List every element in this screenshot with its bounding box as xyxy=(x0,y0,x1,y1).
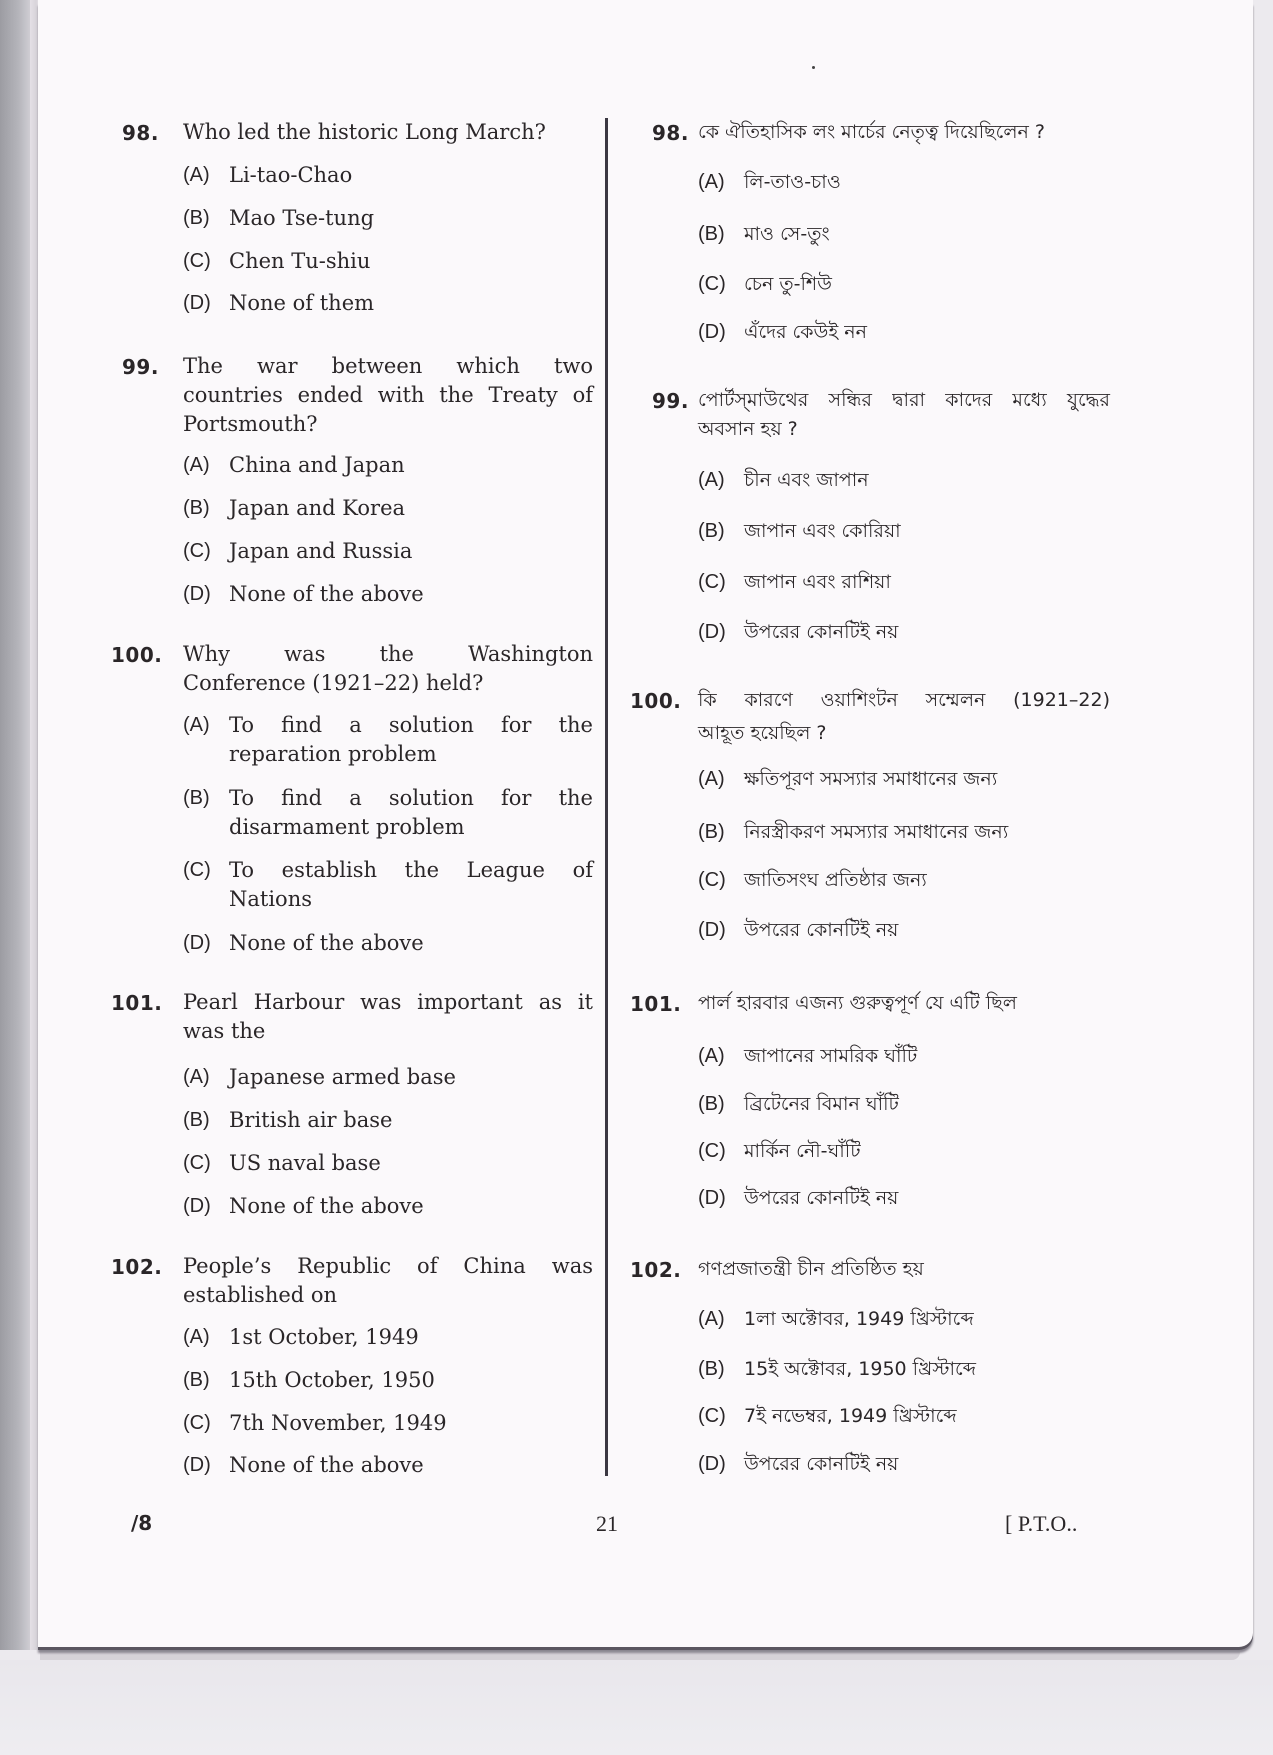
question-number: 99. xyxy=(652,389,689,413)
question-number: 102. xyxy=(111,1255,163,1279)
option-label: (A) xyxy=(183,454,210,476)
question-number: 98. xyxy=(652,121,689,145)
option-label: (C) xyxy=(698,1405,726,1427)
option-label: (D) xyxy=(698,1187,726,1209)
option-label: (B) xyxy=(698,821,725,843)
option-label: (D) xyxy=(183,1195,211,1217)
option-text: None of the above xyxy=(229,1194,424,1218)
question-line-1: পোর্টস্‌মাউথের সন্ধির দ্বারা কাদের মধ্যে যুদ্ধের xyxy=(698,389,1110,411)
question-line-2: was the xyxy=(183,1019,266,1043)
question-number: 101. xyxy=(630,992,682,1016)
question-text xyxy=(183,640,593,698)
question-text xyxy=(183,988,593,1046)
option-label: (C) xyxy=(698,571,726,593)
option-text: Chen Tu-shiu xyxy=(229,249,371,273)
option-label: (D) xyxy=(698,621,726,643)
option-label: (C) xyxy=(183,540,211,562)
option-line: To find a solution for the xyxy=(229,786,593,810)
option-text xyxy=(229,711,593,769)
option-label: (A) xyxy=(183,1066,210,1088)
question-line-2 xyxy=(183,381,593,410)
question-line-1: Pearl Harbour was important as it xyxy=(183,990,593,1014)
option-label: (B) xyxy=(698,520,725,542)
option-line: disarmament problem xyxy=(229,815,465,839)
option-label: (D) xyxy=(698,919,726,941)
option-label: (A) xyxy=(698,1308,725,1330)
option-line: reparation problem xyxy=(229,742,437,766)
option-text: Japanese armed base xyxy=(229,1065,456,1089)
question-line-2: অবসান হয় ? xyxy=(698,418,798,440)
option-label: (B) xyxy=(183,1369,210,1391)
option-label: (B) xyxy=(698,223,725,245)
option-label: (B) xyxy=(183,1109,210,1131)
option-label: (C) xyxy=(698,1140,726,1162)
option-text: 15ই অক্টোবর, 1950 খ্রিস্টাব্দে xyxy=(744,1358,976,1380)
line-text: The war between which two xyxy=(183,354,593,378)
question-text xyxy=(698,686,1110,748)
option-line: To find a solution for the xyxy=(229,713,593,737)
option-text: চীন এবং জাপান xyxy=(744,469,869,491)
option-line: To establish the League of xyxy=(229,858,593,882)
underlying-page xyxy=(40,1652,1240,1660)
column-divider xyxy=(605,118,608,1476)
option-label: (B) xyxy=(183,207,210,229)
question-line-1: People’s Republic of China was xyxy=(183,1254,593,1278)
option-text: উপরের কোনটিই নয় xyxy=(744,1453,899,1475)
option-text: China and Japan xyxy=(229,453,405,477)
question-number: 100. xyxy=(630,689,682,713)
question-text xyxy=(698,386,1110,444)
question-number: 99. xyxy=(122,355,159,379)
option-text: None of the above xyxy=(229,931,424,955)
option-label: (D) xyxy=(183,1454,211,1476)
option-text: Japan and Russia xyxy=(229,539,413,563)
option-text: উপরের কোনটিই নয় xyxy=(744,1187,899,1209)
scan-speck xyxy=(812,66,815,69)
option-label: (A) xyxy=(183,164,210,186)
option-text: ব্রিটেনের বিমান ঘাঁটি xyxy=(744,1093,899,1115)
option-text: None of them xyxy=(229,291,375,315)
option-text: জাতিসংঘ প্রতিষ্ঠার জন্য xyxy=(744,869,927,891)
option-text: লি-তাও-চাও xyxy=(744,171,841,193)
option-text: Li-tao-Chao xyxy=(229,163,353,187)
option-label: (A) xyxy=(698,171,725,193)
option-label: (D) xyxy=(183,583,211,605)
question-text: পার্ল হারবার এজন্য গুরুত্বপূর্ণ যে এটি ছিল xyxy=(698,992,1017,1014)
option-label: (D) xyxy=(698,1453,726,1475)
option-text xyxy=(229,856,593,914)
option-text: 7ই নভেম্বর, 1949 খ্রিস্টাব্দে xyxy=(744,1405,957,1427)
question-text: Who led the historic Long March? xyxy=(183,120,546,144)
question-number: 102. xyxy=(630,1258,682,1282)
option-label: (B) xyxy=(698,1093,725,1115)
please-turn-over: [ P.T.O.. xyxy=(1005,1511,1078,1536)
option-label: (D) xyxy=(183,292,211,314)
option-text: ক্ষতিপূরণ সমস্যার সমাধানের জন্য xyxy=(744,768,998,790)
option-text: 1st October, 1949 xyxy=(229,1325,419,1349)
option-label: (A) xyxy=(183,714,210,736)
question-text xyxy=(183,352,593,439)
option-text: জাপানের সামরিক ঘাঁটি xyxy=(744,1045,918,1067)
option-text: 7th November, 1949 xyxy=(229,1411,447,1435)
option-label: (B) xyxy=(183,787,210,809)
option-text: British air base xyxy=(229,1108,393,1132)
question-line-2: আহূত হয়েছিল ? xyxy=(698,722,827,744)
question-text: গণপ্রজাতন্ত্রী চীন প্রতিষ্ঠিত হয় xyxy=(698,1258,924,1280)
booklet-code: /8 xyxy=(131,1511,153,1535)
option-label: (C) xyxy=(183,250,211,272)
exam-page xyxy=(38,0,1253,1647)
option-text xyxy=(229,784,593,842)
question-line-1: Why was the Washington xyxy=(183,642,593,666)
question-text: কে ঐতিহাসিক লং মার্চের নেতৃত্ব দিয়েছিলেন ? xyxy=(698,121,1045,143)
option-label: (A) xyxy=(698,469,725,491)
line-text: countries ended with the Treaty of xyxy=(183,383,593,407)
option-text: মাও সে-তুং xyxy=(744,223,830,245)
option-label: (B) xyxy=(183,497,210,519)
option-text: উপরের কোনটিই নয় xyxy=(744,919,899,941)
option-line: Nations xyxy=(229,887,312,911)
option-text: Mao Tse-tung xyxy=(229,206,375,230)
option-text: চেন তু-শিউ xyxy=(744,273,832,295)
scan-background xyxy=(0,1660,1273,1755)
page-number: 21 xyxy=(596,1511,618,1536)
question-line-1: কি কারণে ওয়াশিংটন সম্মেলন (1921–22) xyxy=(698,689,1110,711)
option-label: (C) xyxy=(698,869,726,891)
question-line-2: Conference (1921–22) held? xyxy=(183,671,484,695)
option-text: জাপান এবং রাশিয়া xyxy=(744,571,891,593)
question-number: 100. xyxy=(111,643,163,667)
option-text: নিরস্ত্রীকরণ সমস্যার সমাধানের জন্য xyxy=(744,821,1009,843)
option-label: (B) xyxy=(698,1358,725,1380)
question-number: 98. xyxy=(122,121,159,145)
option-label: (C) xyxy=(183,1412,211,1434)
option-text: US naval base xyxy=(229,1151,381,1175)
option-text: None of the above xyxy=(229,1453,424,1477)
option-label: (C) xyxy=(698,273,726,295)
option-text: 1লা অক্টোবর, 1949 খ্রিস্টাব্দে xyxy=(744,1308,974,1330)
option-text: মার্কিন নৌ-ঘাঁটি xyxy=(744,1140,861,1162)
option-label: (D) xyxy=(183,932,211,954)
book-binding xyxy=(0,0,30,1650)
question-line-1 xyxy=(183,352,593,381)
option-label: (A) xyxy=(183,1326,210,1348)
option-text: 15th October, 1950 xyxy=(229,1368,435,1392)
option-text: উপরের কোনটিই নয় xyxy=(744,621,899,643)
question-number: 101. xyxy=(111,991,163,1015)
option-text: জাপান এবং কোরিয়া xyxy=(744,520,901,542)
option-text: None of the above xyxy=(229,582,424,606)
option-text: এঁদের কেউই নন xyxy=(744,321,867,343)
question-text xyxy=(183,1252,593,1310)
option-label: (C) xyxy=(183,859,211,881)
question-line-3: Portsmouth? xyxy=(183,412,318,436)
option-label: (A) xyxy=(698,768,725,790)
option-label: (A) xyxy=(698,1045,725,1067)
option-label: (D) xyxy=(698,321,726,343)
question-line-2: established on xyxy=(183,1283,338,1307)
option-text: Japan and Korea xyxy=(229,496,406,520)
option-label: (C) xyxy=(183,1152,211,1174)
